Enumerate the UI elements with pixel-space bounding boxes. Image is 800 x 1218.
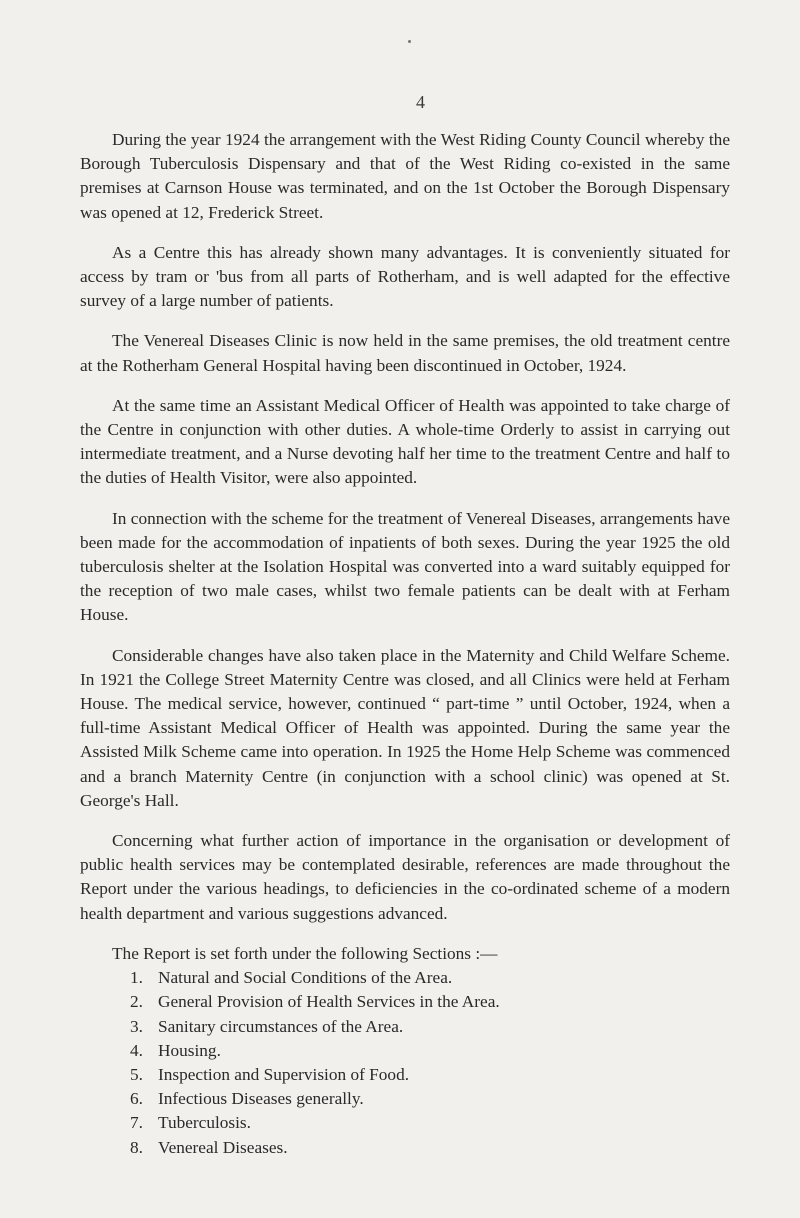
- paragraph: The Venereal Diseases Clinic is now held in the same premises, the old treatment centre at the Rotherham General Hospital having been discontinued in October, 1924.: [80, 331, 730, 375]
- section-number: 1.: [130, 968, 143, 988]
- section-item: [130, 1136, 730, 1160]
- section-title: Housing.: [158, 1040, 221, 1060]
- section-title: Tuberculosis.: [158, 1113, 251, 1133]
- section-item: [130, 1015, 730, 1039]
- section-number: 5.: [130, 1064, 143, 1084]
- body-text: [80, 128, 730, 1160]
- sections-list: [80, 966, 730, 1160]
- section-title: Venereal Diseases.: [158, 1137, 288, 1157]
- section-number: 2.: [130, 992, 143, 1012]
- section-item: [130, 1111, 730, 1135]
- section-title: General Provision of Health Services in the Area.: [158, 992, 500, 1012]
- sections-intro: The Report is set forth under the following Sections :—: [112, 943, 498, 963]
- section-title: Infectious Diseases generally.: [158, 1089, 364, 1109]
- section-item: [130, 990, 730, 1014]
- section-number: 7.: [130, 1113, 143, 1133]
- section-item: [130, 1063, 730, 1087]
- page-number: 4: [416, 92, 425, 112]
- section-title: Sanitary circumstances of the Area.: [158, 1016, 404, 1036]
- paragraph: As a Centre this has already shown many advantages. It is conveniently situated for access by tram or 'bus from all parts of Rotherham, and is well adapted for the effective survey of a large number of patients.: [80, 242, 730, 311]
- section-number: 6.: [130, 1089, 143, 1109]
- section-title: Natural and Social Conditions of the Area.: [158, 968, 453, 988]
- section-number: 4.: [130, 1040, 143, 1060]
- section-item: [130, 1039, 730, 1063]
- section-number: 8.: [130, 1137, 143, 1157]
- paragraph: In connection with the scheme for the treatment of Venereal Diseases, arrangements have been made for the accommodation of inpatients of both sexes. During the year 1925 the old tuberculosis shelter at the Isolation Hospital was converted into a ward suitably equipped for the reception of two male cases, whilst two female patients can be dealt with at Ferham House.: [80, 508, 730, 625]
- paragraph: At the same time an Assistant Medical Officer of Health was appointed to take charge of the Centre in conjunction with other duties. A whole-time Orderly to assist in carrying out intermediate treatment, and a Nurse devoting half her time to the treatment Centre and half to the duties of Health Visitor, were also appointed.: [80, 395, 730, 488]
- paragraph: Concerning what further action of importance in the organisation or development of public health services may be contemplated desirable, references are made throughout the Report under the various headings, to deficiencies in the co-ordinated scheme of a modern health department and various suggestions advanced.: [80, 831, 730, 923]
- paragraph: During the year 1924 the arrangement with the West Riding County Council whereby the Borough Tuberculosis Dispensary and that of the West Riding co-existed in the same premises at Carnson House was terminated, and on the 1st October the Borough Dispensary was opened at 12, Frederick Street.: [80, 130, 730, 222]
- section-item: [130, 1087, 730, 1111]
- section-number: 3.: [130, 1016, 143, 1036]
- section-title: Inspection and Supervision of Food.: [158, 1064, 410, 1084]
- scan-speck: [408, 40, 411, 43]
- paragraph: Considerable changes have also taken place in the Maternity and Child Welfare Scheme. In 1921 the College Street Maternity Centre was closed, and all Clinics were held at Ferham House. The medical service, however, continued “ part-time ” until October, 1924, when a full-time Assistant Medical Officer of Health was appointed. During the same year the Assisted Milk Scheme came into operation. In 1925 the Home Help Scheme was commenced and a branch Maternity Centre (in conjunction with a school clinic) was opened at St. George's Hall.: [80, 645, 730, 810]
- section-item: [130, 966, 730, 990]
